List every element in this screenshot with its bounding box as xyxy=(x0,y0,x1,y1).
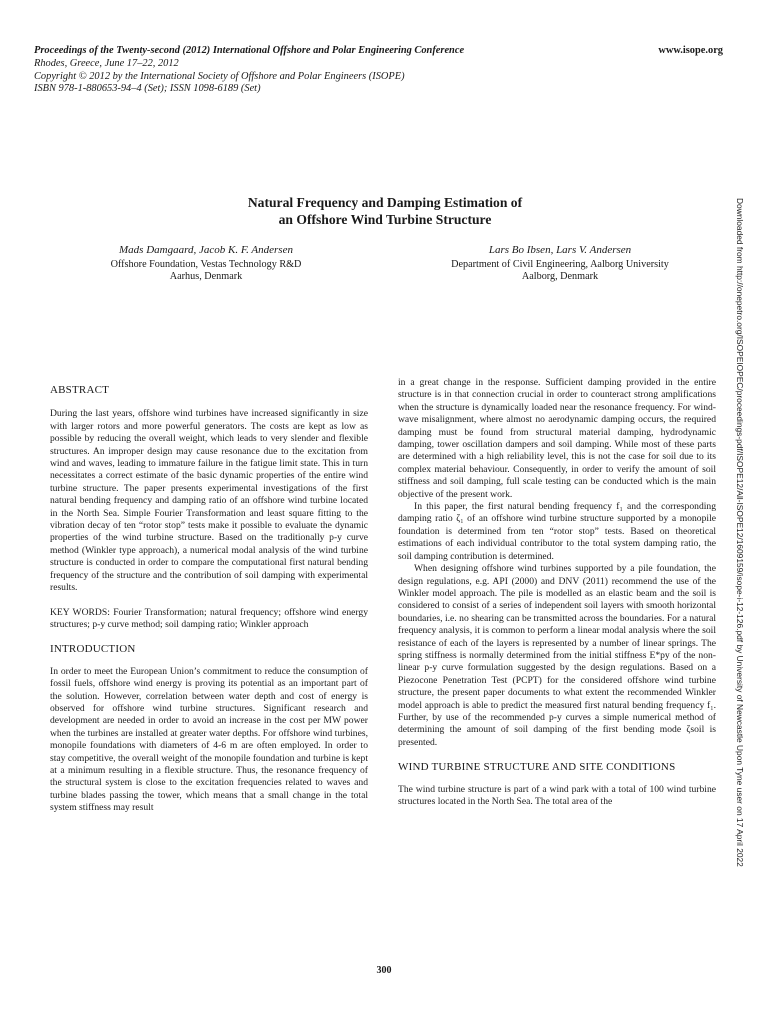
copyright-line: Copyright © 2012 by the International Society of Offshore and Polar Engineers (ISOPE) xyxy=(34,70,405,82)
download-watermark: Downloaded from http://onepetro.org/ISOPEIOPEC/proceedings-pdf/ISOPE12/All-ISOPE12/1609159/isope-i-12-126.pdf by University of Newcastle Upon Tyne user on 17 April 2022 xyxy=(735,198,745,867)
abstract-text: During the last years, offshore wind turbines have increased significantly in size with larger rotors and more powerful generators. The costs are kept as low as possible by reducing the overall weight, which leads to very slender and flexible structures. An improper design may cause resonance due to the excitation from wind and waves, leading to immature failure in the fatigue limit state. This in turn necessitates a correct estimate of the basic dynamic properties of the entire wind turbine structure. The paper presents experimental investigations of the first natural bending frequency and damping ratio of an offshore wind turbine located in the North Sea. Simple Fourier Transformation and least square fitting to the vibration decay of ten “rotor stop” tests make it possible to evaluate the dynamic properties of the wind turbine structure. Based on the traditionally p-y curve method (Winkler type approach), a numerical modal analysis of the wind turbine structure is conducted in order to compare the computational first natural bending frequency of the structure and the contribution of soil damping with experimental results. xyxy=(50,408,368,594)
author-city: Aarhus, Denmark xyxy=(169,271,243,283)
body-paragraph-2: In this paper, the first natural bending frequency f₁ and the corresponding damping ratio ζ₁ of an offshore wind turbine structure supported by a monopile foundation is determined from ten “rotor stop” tests. Based on theoretical estimations of each individual contributor to the total system damping ratio, the soil damping contribution is determined. xyxy=(398,501,716,562)
left-column xyxy=(50,384,368,815)
author-city: Aalborg, Denmark xyxy=(521,271,599,283)
body-paragraph-1: in a great change in the response. Sufficient damping provided in the entire structure is in that connection crucial in order to counteract strong amplifications when the structure is dynamically loaded near the resonance frequency. For wind-wave misalignment, where almost no aerodynamic damping occurs, the required damping must be found from structural material damping, hydrodynamic damping, tower oscillation dampers and soil damping. While most of these parts are determined with a high reliability level, this is not the case for soil due to its complex material behaviour. Consequently, in order to verify the amount of soil stiffness and soil damping, full scale testing can be conducted which is the main objective of the present work. xyxy=(398,377,716,500)
abstract-heading: ABSTRACT xyxy=(50,384,110,396)
conference-name: Proceedings of the Twenty-second (2012) International Offshore and Polar Engineering Conference xyxy=(34,45,465,56)
introduction-text: In order to meet the European Union’s commitment to reduce the consumption of fossil fuels, offshore wind energy is proving its potential as an important part of the solution. However, correlation between water depth and cost of energy is observed for offshore wind turbine structures. Significant research and development are needed in order to avoid an increase in the cost per MW power when the turbines are installed at greater water depths. For offshore wind turbines, monopile foundations with diameters of 4-6 m are often employed. In order to stay competitive, the overall weight of the monopile foundation and turbine is kept at a minimum resulting in a flexible structure. Thus, the resonance frequency of the structural system is close to the excitation frequencies related to waves and turbine blades passing the tower, which means that a small change in the total system stiffness may result xyxy=(50,665,368,814)
proceedings-header xyxy=(34,45,614,96)
keywords-text: Fourier Transformation; natural frequency; offshore wind energy structures; p-y curve method; soil damping ratio; Winkler approach xyxy=(50,606,368,630)
author-names: Lars Bo Ibsen, Lars V. Andersen xyxy=(488,244,632,256)
paper-title xyxy=(100,194,670,228)
author-block-left xyxy=(56,244,356,284)
title-line-1: Natural Frequency and Damping Estimation of xyxy=(247,195,523,210)
wind-turbine-heading: WIND TURBINE STRUCTURE AND SITE CONDITIONS xyxy=(398,761,676,774)
isbn-line: ISBN 978-1-880653-94–4 (Set); ISSN 1098-6189 (Set) xyxy=(34,83,261,95)
introduction-heading: INTRODUCTION xyxy=(50,643,136,656)
conference-location: Rhodes, Greece, June 17–22, 2012 xyxy=(34,57,179,69)
keywords-label: KEY WORDS: xyxy=(50,606,110,618)
title-line-2: an Offshore Wind Turbine Structure xyxy=(278,212,492,227)
website-url[interactable]: www.isope.org xyxy=(658,45,723,56)
right-column xyxy=(398,377,716,808)
author-affiliation: Offshore Foundation, Vestas Technology R&D xyxy=(110,258,302,270)
keywords xyxy=(50,607,368,632)
body-paragraph-3: When designing offshore wind turbines supported by a pile foundation, the design regulations, e.g. API (2000) and DNV (2011) recommend the use of the Winkler model approach. The pile is modelled as an elastic beam and the soil is considered to consist of a series of independent soil layers with smooth horizontal boundaries, i.e. no shearing can be transmitted across the boundaries. For a natural frequency analysis, it is common to perform a linear modal analysis where the soil resistance of each of the layers is represented by a number of linear springs. The spring stiffness is normally determined from the initial stiffness E*py of the non-linear p-y curve formulation suggested by the design regulations. Based on a Piezocone Penetration Test (PCPT) for the considered offshore wind turbine structure, the present paper documents to what extent the recommended Winkler model approach is able to predict the measured first natural bending frequency f₁. Further, by use of the recommended p-y curves a simple numerical method of determining the amount of soil damping of the first bending mode ζsoil is presented. xyxy=(398,563,716,748)
page-number: 300 xyxy=(376,965,392,976)
author-affiliation: Department of Civil Engineering, Aalborg University xyxy=(451,258,669,270)
author-block-right xyxy=(410,244,710,284)
wind-turbine-text: The wind turbine structure is part of a wind park with a total of 100 wind turbine structures located in the North Sea. The total area of the xyxy=(398,783,716,807)
author-names: Mads Damgaard, Jacob K. F. Andersen xyxy=(119,244,293,256)
